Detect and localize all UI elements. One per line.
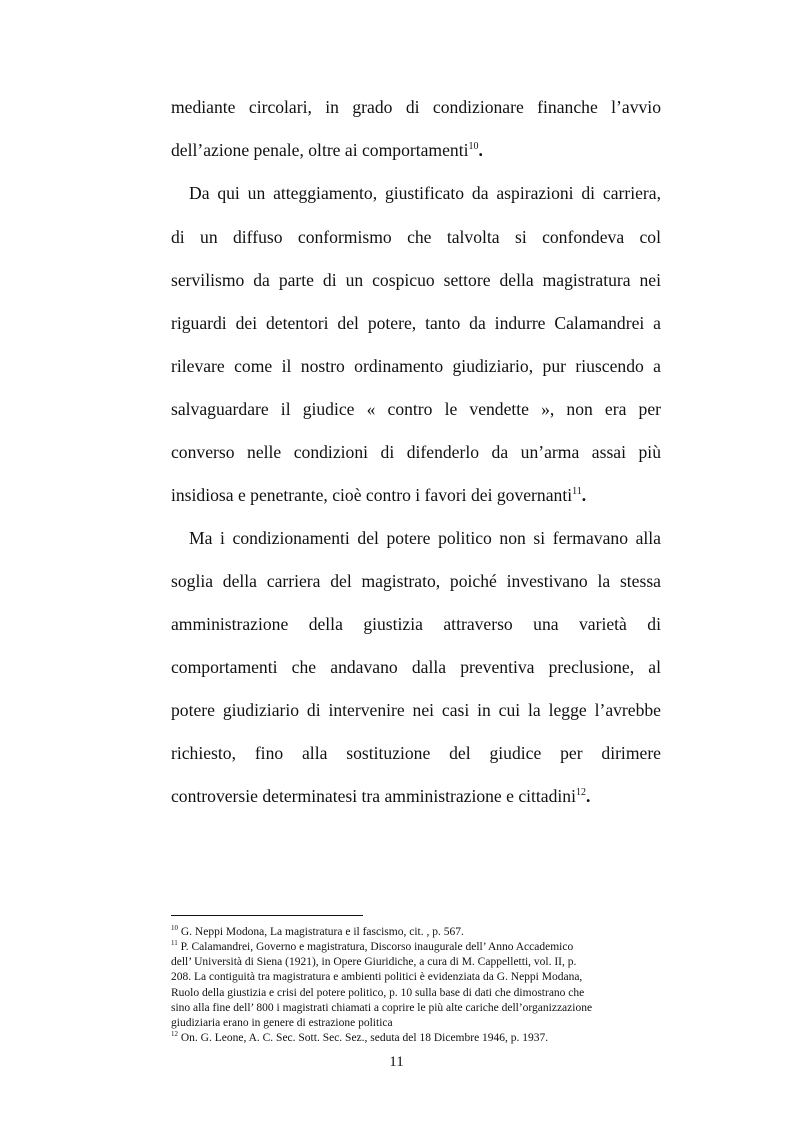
body-line: soglia della carriera del magistrato, poiché investivano la stessa — [171, 571, 661, 591]
footnote-line: Ruolo della giustizia e crisi del potere politico, p. 10 sulla base di dati che dimostrano che — [171, 987, 585, 999]
body-line: potere giudiziario di intervenire nei casi in cui la legge l’avrebbe — [171, 700, 661, 720]
body-line: converso nelle condizioni di difenderlo da un’arma assai più — [171, 442, 661, 462]
footnote-line: dell’ Università di Siena (1921), in Opere Giuridiche, a cura di M. Cappelletti, vol. II, p. — [171, 956, 577, 968]
footnote-line: giudiziaria erano in genere di estrazione politica — [171, 1017, 393, 1029]
body-line: rilevare come il nostro ordinamento giudiziario, pur riuscendo a — [171, 356, 661, 376]
footnote-ref[interactable]: 12 — [576, 787, 586, 799]
body-line: controversie determinatesi tra amministrazione e cittadini$^{12}$. — [171, 786, 591, 806]
page-number: 11 — [389, 1054, 404, 1070]
body-line: insidiosa e penetrante, cioè contro i favori dei governanti$^{11}$. — [171, 485, 587, 505]
footnote-line: 208. La contiguità tra magistratura e ambienti politici è evidenziata da G. Neppi Modana, — [171, 971, 583, 983]
footnote-line: $^{12}$ On. G. Leone, A. C. Sec. Sott. Sec. Sez., seduta del 18 Dicembre 1946, p. 1937. — [171, 1030, 549, 1044]
body-line: richiesto, fino alla sostituzione del giudice per dirimere — [171, 743, 661, 763]
footnote-line: sino alla fine dell’ 800 i magistrati chiamati a coprire le più alte cariche dell’organizzazione — [171, 1002, 593, 1014]
footnote-ref[interactable]: 10 — [468, 141, 479, 153]
body-line: servilismo da parte di un cospicuo settore della magistratura nei — [171, 270, 661, 290]
body-line: mediante circolari, in grado di condizionare finanche l’avvio — [171, 97, 661, 117]
footnote-line: $^{10}$ G. Neppi Modona, La magistratura e il fascismo, cit. , p. 567. — [171, 924, 464, 938]
footnote-line: $^{11}$ P. Calamandrei, Governo e magistratura, Discorso inaugurale dell’ Anno Accademico — [171, 939, 574, 953]
body-line: Ma i condizionamenti del potere politico non si fermavano alla — [189, 528, 661, 548]
body-line: comportamenti che andavano dalla preventiva preclusione, al — [171, 657, 661, 677]
body-line: di un diffuso conformismo che talvolta si confondeva col — [171, 227, 661, 247]
body-line: salvaguardare il giudice « contro le vendette », non era per — [171, 399, 661, 419]
body-line: dell’azione penale, oltre ai comportamenti$^{10}$. — [171, 140, 483, 160]
body-line: riguardi dei detentori del potere, tanto da indurre Calamandrei a — [171, 313, 661, 333]
footnote-separator — [171, 915, 363, 916]
body-line: amministrazione della giustizia attraverso una varietà di — [171, 614, 661, 634]
footnote-ref[interactable]: 11 — [572, 486, 582, 498]
body-line: Da qui un atteggiamento, giustificato da aspirazioni di carriera, — [189, 183, 661, 203]
